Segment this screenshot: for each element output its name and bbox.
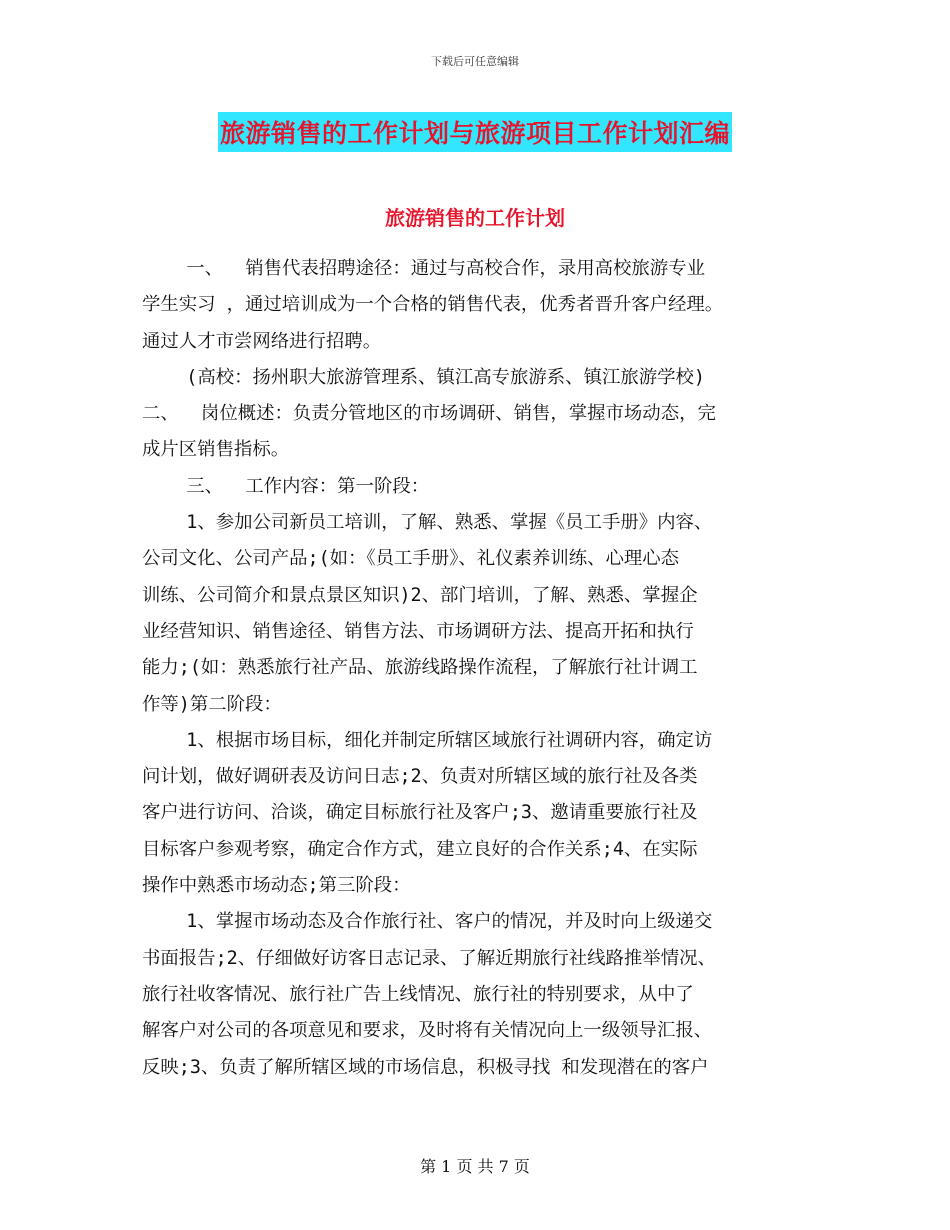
body-line: 书面报告;2、仔细做好访客日志记录、了解近期旅行社线路推举情况、 <box>142 947 716 969</box>
body-line: 目标客户参观考察，确定合作方式，建立良好的合作关系;4、在实际 <box>142 838 698 860</box>
section-title: 旅游销售的工作计划 <box>385 206 565 230</box>
body-line: 业经营知识、销售途径、销售方法、市场调研方法、提高开拓和执行 <box>142 620 694 642</box>
body-line: 通过人才市尝网络进行招聘。 <box>142 330 382 352</box>
body-line: 客户进行访问、洽谈，确定目标旅行社及客户;3、邀请重要旅行社及 <box>142 802 698 824</box>
body-line: 操作中熟悉市场动态;第三阶段： <box>142 875 411 897</box>
body-line: 旅行社收客情况、旅行社广告上线情况、旅行社的特别要求，从中了 <box>142 983 694 1005</box>
body-line: 三、 工作内容：第一阶段： <box>142 475 430 497</box>
body-text <box>142 251 812 1086</box>
body-line: 作等)第二阶段： <box>142 693 282 715</box>
body-line: 一、 销售代表招聘途径：通过与高校合作，录用高校旅游专业 <box>142 258 705 279</box>
page-number-footer: 第 1 页 共 7 页 <box>420 1157 530 1176</box>
body-line: 学生实习 ，通过培训成为一个合格的销售代表，优秀者晋升客户经理。 <box>142 294 724 316</box>
body-line: 问计划，做好调研表及访问日志;2、负责对所辖区域的旅行社及各类 <box>142 766 698 788</box>
document-title-container <box>0 112 950 152</box>
body-line: 1、根据市场目标，细化并制定所辖区域旅行社调研内容，确定访 <box>142 729 713 751</box>
body-line: 反映;3、负责了解所辖区域的市场信息，积极寻找 和发现潜在的客户 <box>142 1056 709 1078</box>
body-line: 公司文化、公司产品;(如：《员工手册》、礼仪素养训练、心理心态 <box>142 548 680 570</box>
body-line: (高校：扬州职大旅游管理系、镇江高专旅游系、镇江旅游学校) <box>142 366 705 388</box>
body-line: 1、掌握市场动态及合作旅行社、客户的情况，并及时向上级递交 <box>142 911 713 933</box>
document-title: 旅游销售的工作计划与旅游项目工作计划汇编 <box>218 112 732 152</box>
body-line: 解客户对公司的各项意见和要求，及时将有关情况向上一级领导汇报、 <box>142 1020 713 1042</box>
body-line: 1、参加公司新员工培训，了解、熟悉、掌握《员工手册》内容、 <box>142 512 713 534</box>
body-line: 训练、公司简介和景点景区知识)2、部门培训，了解、熟悉、掌握企 <box>142 584 698 606</box>
body-line: 能力;(如：熟悉旅行社产品、旅游线路操作流程，了解旅行社计调工 <box>142 657 698 679</box>
body-line: 二、 岗位概述：负责分管地区的市场调研、销售，掌握市场动态，完 <box>142 403 716 425</box>
body-line: 成片区销售指标。 <box>142 439 290 461</box>
header-note: 下载后可任意编辑 <box>431 55 519 68</box>
